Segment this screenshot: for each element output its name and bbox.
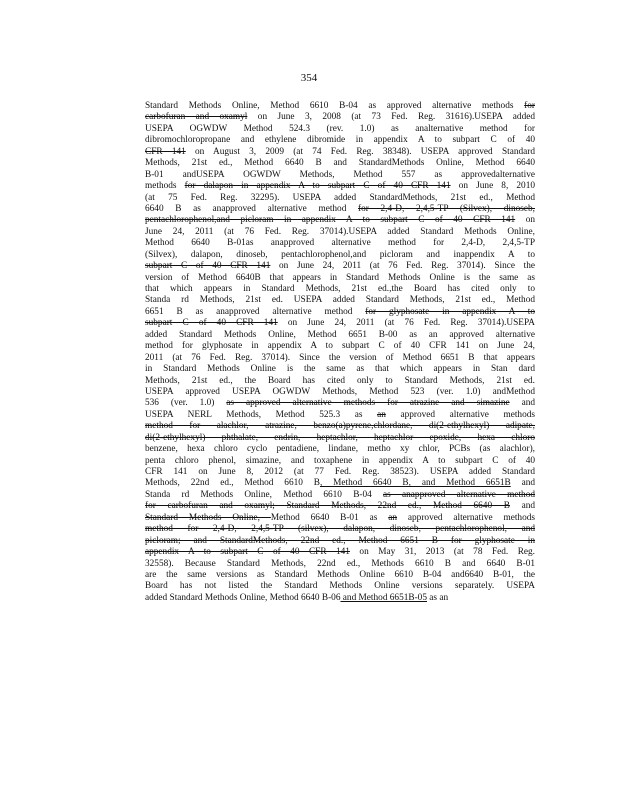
text-segment: Standa rd Methods, 21st ed. USEPA added Standard Methods, 21st ed., Method (145, 295, 535, 306)
text-segment: dibromochloropropane and ethylene dibromide in appendix A to subpart C of 40 (145, 135, 535, 146)
text-segment: Methods, 21st ed., Method 6640 B and StandardMethods Online, Method 6640 (145, 158, 535, 169)
text-line (145, 307, 535, 318)
text-segment: methods (145, 181, 185, 192)
struck-text: subpart C of 40 CFR 141 (145, 318, 278, 329)
text-segment: approved alternative methods (385, 409, 535, 420)
text-line (145, 364, 535, 375)
text-line (145, 387, 535, 398)
struck-text: for (524, 101, 535, 111)
struck-text: subpart C of 40 CFR 141 (145, 261, 271, 272)
text-line (145, 433, 535, 444)
struck-text: pentachlorophenol,and picloram in appendix A to subpart C of 40 CFR 141 (145, 215, 516, 226)
text-segment: approved alternative methods (397, 512, 535, 523)
document-body-text (145, 101, 535, 604)
text-line (145, 467, 535, 478)
text-line (145, 524, 535, 535)
text-segment: on August 3, 2009 (at 74 Fed. Reg. 38348). USEPA approved Standard (185, 146, 535, 157)
text-segment: Method 6640 B-01as anapproved alternative method for 2,4-D, 2,4,5-TP (145, 238, 535, 249)
text-line (145, 570, 535, 581)
text-line (145, 421, 535, 432)
text-line (145, 193, 535, 204)
struck-text: for glyphosate in appendix A to (365, 306, 535, 317)
text-segment: Standard Methods Online, Method 6610 B-04 as approved alternative methods (145, 101, 525, 111)
text-segment: USEPA OGWDW Method 524.3 (rev. 1.0) as analternative method for (145, 123, 535, 134)
text-segment: are the same versions as Standard Methods Online 6610 B-04 and6640 B-01, the (145, 569, 535, 580)
text-line (145, 330, 535, 341)
text-line (145, 593, 535, 604)
text-segment: added Standard Methods Online, Method 6640 B-06 (145, 592, 341, 603)
text-line (145, 547, 535, 558)
underlined-text: and Method 6651B-05 (340, 592, 427, 603)
text-segment: penta chloro phenol, simazine, and toxaphene in appendix A to subpart C of 40 (145, 455, 535, 466)
text-segment: on June 24, 2011 (at 76 Fed. Reg. 37014).USEPA (277, 318, 535, 329)
struck-text: for dalapon in appendix A to subpart C of 40 CFR 141 (184, 181, 451, 192)
struck-text: CFR 141 (145, 146, 186, 157)
text-line (145, 559, 535, 570)
text-line (145, 238, 535, 249)
struck-text: carbofuran and oxamyl (145, 112, 248, 123)
text-segment: CFR 141 on June 8, 2012 (at 77 Fed. Reg. 38523). USEPA added Standard (145, 467, 535, 477)
text-line (145, 295, 535, 306)
text-line (145, 353, 535, 364)
struck-text: picloram; and StandardMethods, 22nd ed., Method 6651 B for glyphosate in (145, 535, 535, 546)
text-segment: USEPA NERL Methods, Method 525.3 as (145, 409, 378, 420)
page-number: 354 (300, 72, 318, 84)
text-line (145, 398, 535, 409)
text-line (145, 261, 535, 272)
text-line (145, 101, 535, 112)
text-segment: Methods, 21st ed., the Board has cited only to Standard Methods, 21st ed. (145, 375, 535, 386)
text-line (145, 227, 535, 238)
text-line (145, 581, 535, 592)
struck-text: an (388, 512, 398, 523)
text-line (145, 444, 535, 455)
text-line (145, 284, 535, 295)
text-line (145, 410, 535, 421)
text-segment: 2011 (at 76 Fed. Reg. 37014). Since the version of Method 6651 B that appears (145, 352, 535, 363)
struck-text: appendix A to subpart C of 40 CFR 141 (145, 547, 350, 558)
text-line (145, 318, 535, 329)
struck-text: method for 2,4-D, 2,4,5-TP (silvex), dalapon, dinoseb, pentachlorophenol, and (145, 524, 535, 535)
struck-text: as anapproved alternative method (383, 489, 535, 500)
text-line (145, 513, 535, 524)
text-segment: on June 24, 2011 (at 76 Fed. Reg. 37014). Since the (270, 261, 535, 272)
struck-text: as approved alternative methods for atrazine and simazine (226, 398, 510, 409)
struck-text: di(2-ethylhexyl) phthalate, endrin, heptachlor, heptachlor epoxide, hexa chloro (145, 432, 535, 443)
text-line (145, 273, 535, 284)
text-line (145, 181, 535, 192)
text-line (145, 456, 535, 467)
text-line (145, 158, 535, 169)
struck-text: an (377, 409, 386, 420)
text-segment: B-01 andUSEPA OGWDW Methods, Method 557 as approvedalternative (145, 169, 535, 180)
text-segment: Board has not listed the Standard Methods Online versions separately. USEPA (145, 581, 535, 592)
struck-text: Standard Methods Online, (145, 512, 271, 523)
text-segment: method for glyphosate in appendix A to subpart C of 40 CFR 141 on June 24, (145, 341, 535, 352)
text-segment: USEPA approved USEPA OGWDW Methods, Method 523 (ver. 1.0) andMethod (145, 386, 535, 397)
text-line (145, 112, 535, 123)
text-line (145, 478, 535, 489)
text-segment: on June 3, 2008 (at 73 Fed. Reg. 31616).USEPA added (247, 112, 535, 123)
text-line (145, 170, 535, 181)
text-segment: and (509, 398, 535, 409)
text-line (145, 147, 535, 158)
text-segment: 536 (ver. 1.0) (145, 398, 227, 409)
text-segment: (at 75 Fed. Reg. 32295). USEPA added StandardMethods, 21st ed., Method (145, 192, 535, 203)
text-segment: as an (426, 592, 449, 603)
text-line (145, 490, 535, 501)
underlined-text: , Method 6640 B, and Method 6651B (319, 478, 511, 489)
text-segment: 32558). Because Standard Methods, 22nd ed., Methods 6610 B and 6640 B-01 (145, 558, 535, 569)
text-segment: and (509, 501, 535, 512)
text-line (145, 204, 535, 215)
text-segment: on June 8, 2010 (450, 181, 535, 192)
text-segment: in Standard Methods Online is the same as that which appears in Stan dard (145, 364, 535, 375)
text-segment: version of Method 6640B that appears in Standard Methods Online is the same as (145, 272, 535, 283)
text-segment: on May 31, 2013 (at 78 Fed. Reg. (349, 547, 535, 558)
text-segment: Standa rd Methods Online, Method 6610 B-04 (145, 489, 384, 500)
text-segment: 6651 B as anapproved alternative method (145, 306, 366, 317)
text-segment: added Standard Methods Online, Method 6651 B-00 as an approved alternative (145, 329, 535, 340)
text-line (145, 250, 535, 261)
struck-text: method for alachlor, atrazine, benzo(a)pyrene,chlordane, di(2-ethylhexyl) adipate, (145, 421, 535, 432)
text-line (145, 135, 535, 146)
text-segment: benzene, hexa chloro cyclo pentadiene, lindane, metho xy chlor, PCBs (as alachlor), (145, 444, 535, 455)
text-line (145, 501, 535, 512)
text-segment: Method 6640 B-01 as (270, 512, 389, 523)
text-segment: Methods, 22nd ed., Method 6610 B (145, 478, 320, 489)
text-segment: on (515, 215, 535, 226)
text-segment: that which appears in Standard Methods, 21st ed.,the Board has cited only to (145, 284, 535, 294)
text-line (145, 536, 535, 547)
text-segment: (Silvex), dalapon, dinoseb, pentachlorophenol,and picloram and inappendix A to (145, 249, 535, 260)
text-line (145, 215, 535, 226)
text-line (145, 376, 535, 387)
text-segment: June 24, 2011 (at 76 Fed. Reg. 37014).USEPA added Standard Methods Online, (145, 226, 535, 237)
text-line (145, 341, 535, 352)
text-segment: and (510, 478, 535, 489)
struck-text: for 2,4-D, 2,4,5-TP (Silvex), dinoseb, (358, 203, 535, 214)
text-line (145, 124, 535, 135)
text-segment: 6640 B as anapproved alternative method (145, 203, 359, 214)
struck-text: for carbofuran and oxamyl; Standard Methods, 22nd ed., Method 6640 B (145, 501, 510, 512)
